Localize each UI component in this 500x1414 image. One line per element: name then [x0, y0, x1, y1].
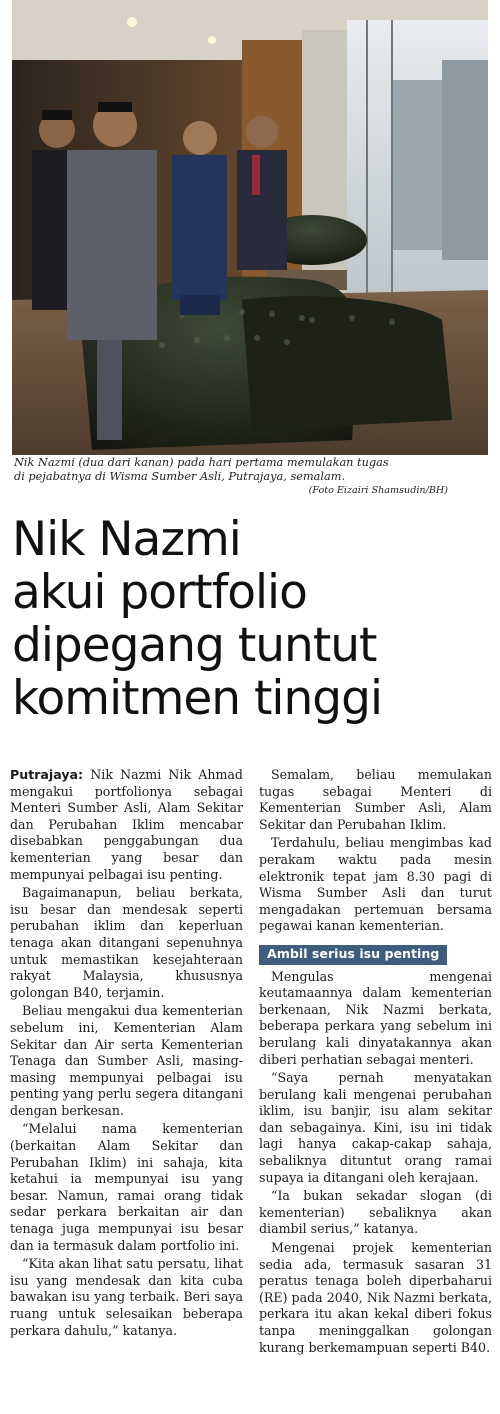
- headline: [12, 513, 492, 725]
- headline-line-2: akui portfolio: [12, 565, 307, 620]
- article-paragraph: “Melalui nama kementerian (berkaitan Alam Sekitar dan Perubahan Iklim) ini sahaja, kita ketahui ia mempunyai isu yang besar. Namun, ramai orang tidak sedar perkara berkaitan air dan tenaga juga mempunyai isu besar dan ia termasuk dalam portfolio ini.: [10, 1121, 243, 1253]
- article-column-right: [259, 767, 492, 1358]
- news-photo: [12, 0, 488, 455]
- headline-line-1: Nik Nazmi: [12, 512, 241, 567]
- article-paragraph: “Saya pernah menyatakan berulang kali mengenai perubahan iklim, isu banjir, isu alam sekitar dan sebagainya. Kini, isu ini tidak lagi hanya cakap-cakap sahaja, sebaliknya dituntut orang ramai supaya ia ditangani oleh kerajaan.: [259, 1070, 492, 1185]
- article-column-left: [10, 767, 243, 1341]
- article-paragraph: “Ia bukan sekadar slogan (di kementerian) sebaliknya akan diambil serius,” katanya.: [259, 1188, 492, 1237]
- article-paragraph: Putrajaya: Nik Nazmi Nik Ahmad mengakui portfolionya sebagai Menteri Sumber Asli, Alam Sekitar dan Perubahan Iklim mencabar disebabkan penggabungan dua kementerian yang besar dan mempunyai pelbagai isu penting.: [10, 767, 243, 882]
- article-paragraph: “Kita akan lihat satu persatu, lihat isu yang mendesak dan kita cuba bawakan isu yang terbaik. Beri saya ruang untuk selesaikan beberapa perkara dahulu,” katanya.: [10, 1256, 243, 1338]
- section-subhead: Ambil serius isu penting: [259, 945, 447, 965]
- article-paragraph: Mengenai projek kementerian sedia ada, termasuk sasaran 31 peratus tenaga boleh diperbaharui (RE) pada 2040, Nik Nazmi berkata, perkara itu akan kekal diberi fokus tanpa meninggalkan golongan kurang berkemampuan seperti B40.: [259, 1240, 492, 1355]
- article-paragraph: Bagaimanapun, beliau berkata, isu besar dan mendesak seperti perubahan iklim dan keperluan tenaga akan ditangani sepenuhnya untuk memastikan kesejahteraan rakyat Malaysia, khususnya golongan B40, terjamin.: [10, 885, 243, 1000]
- article-paragraph: Beliau mengakui dua kementerian sebelum ini, Kementerian Alam Sekitar dan Air serta Kementerian Tenaga dan Sumber Asli, masing-masing mempunyai pelbagai isu penting yang perlu segera ditangani dengan berkesan.: [10, 1003, 243, 1118]
- dateline: Putrajaya:: [10, 767, 84, 782]
- headline-line-4: komitmen tinggi: [12, 671, 382, 726]
- headline-line-3: dipegang tuntut: [12, 618, 377, 673]
- office-scene-image: [12, 0, 488, 455]
- photo-caption: [14, 456, 488, 498]
- article-paragraph: Mengulas mengenai keutamaannya dalam kementerian berkenaan, Nik Nazmi berkata, beberapa perkara yang sebelum ini berulang kali dinyatakannya akan diberi perhatian sebagai menteri.: [259, 968, 492, 1067]
- article-paragraph: Semalam, beliau memulakan tugas sebagai Menteri di Kementerian Sumber Asli, Alam Sekitar dan Perubahan Iklim.: [259, 767, 492, 832]
- article-paragraph: Terdahulu, beliau mengimbas kad perakam waktu pada mesin elektronik tepat jam 8.30 pagi di Wisma Sumber Asli dan turut mengadakan pertemuan bersama pegawai kanan kementerian.: [259, 835, 492, 934]
- photo-credit: (Foto Eizairi Shamsudin/BH): [308, 485, 448, 496]
- caption-line-2: di pejabatnya di Wisma Sumber Asli, Putrajaya, semalam.: [14, 470, 346, 483]
- caption-line-1: Nik Nazmi (dua dari kanan) pada hari pertama memulakan tugas: [14, 456, 389, 469]
